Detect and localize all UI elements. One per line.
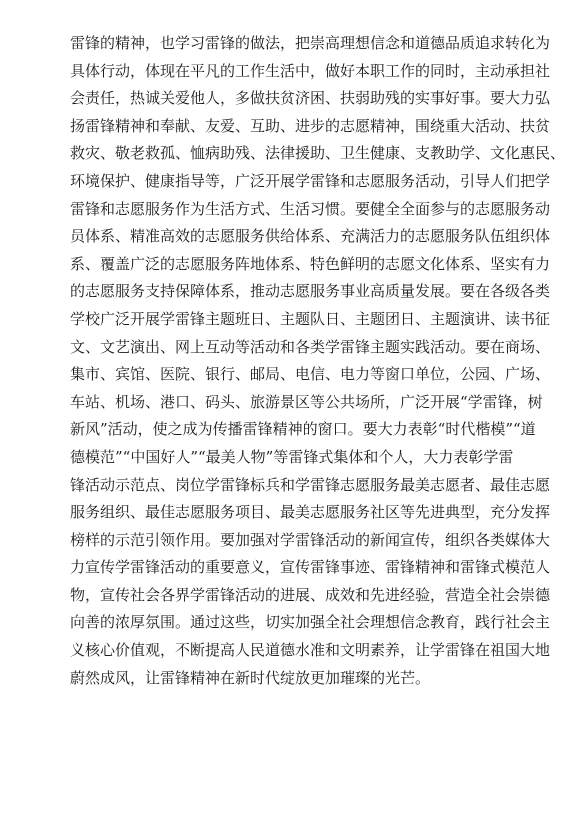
paragraph-line: 榜样的示范引领作用。要加强对学雷锋活动的新闻宣传，组织各类媒体大 xyxy=(70,530,551,549)
paragraph-line: 的志愿服务支持保障体系，推动志愿服务事业高质量发展。要在各级各类 xyxy=(70,282,551,301)
paragraph-line: 新风”活动，使之成为传播雷锋精神的窗口。要大力表彰“时代楷模”“道 xyxy=(70,420,536,439)
paragraph-line: 锋活动示范点、岗位学雷锋标兵和学雷锋志愿服务最美志愿者、最佳志愿 xyxy=(70,475,551,494)
paragraph-line: 车站、机场、港口、码头、旅游景区等公共场所，广泛开展“学雷锋，树 xyxy=(70,392,543,411)
body-paragraph xyxy=(70,30,566,692)
paragraph-line: 德模范”“中国好人”“最美人物”等雷锋式集体和个人，大力表彰学雷 xyxy=(70,447,514,466)
paragraph-line: 具体行动，体现在平凡的工作生活中，做好本职工作的同时，主动承担社 xyxy=(70,61,551,80)
paragraph-line: 服务组织、最佳志愿服务项目、最美志愿服务社区等先进典型，充分发挥 xyxy=(70,503,551,522)
paragraph-line: 学校广泛开展学雷锋主题班日、主题队日、主题团日、主题演讲、读书征 xyxy=(70,309,551,328)
paragraph-line: 力宣传学雷锋活动的重要意义，宣传雷锋事迹、雷锋精神和雷锋式模范人 xyxy=(70,558,551,577)
paragraph-line: 向善的浓厚氛围。通过这些，切实加强全社会理想信念教育，践行社会主 xyxy=(70,613,551,632)
paragraph-line: 环境保护、健康指导等，广泛开展学雷锋和志愿服务活动，引导人们把学 xyxy=(70,171,551,190)
paragraph-line: 蔚然成风，让雷锋精神在新时代绽放更加璀璨的光芒。 xyxy=(70,668,431,687)
paragraph-line: 员体系、精准高效的志愿服务供给体系、充满活力的志愿服务队伍组织体 xyxy=(70,227,551,246)
paragraph-line: 会责任，热诚关爱他人，多做扶贫济困、扶弱助残的实事好事。要大力弘 xyxy=(70,89,551,108)
paragraph-line: 救灾、敬老救孤、恤病助残、法律援助、卫生健康、支教助学、文化惠民、 xyxy=(70,144,566,163)
paragraph-line: 雷锋的精神，也学习雷锋的做法，把崇高理想信念和道德品质追求转化为 xyxy=(70,34,551,52)
paragraph-line: 义核心价值观，不断提高人民道德水准和文明素养，让学雷锋在祖国大地 xyxy=(70,641,551,660)
paragraph-line: 雷锋和志愿服务作为生活方式、生活习惯。要健全全面参与的志愿服务动 xyxy=(70,199,551,218)
paragraph-line: 扬雷锋精神和奉献、友爱、互助、进步的志愿精神，围绕重大活动、扶贫 xyxy=(70,116,551,135)
paragraph-line: 物，宣传社会各界学雷锋活动的进展、成效和先进经验，营造全社会崇德 xyxy=(70,585,551,604)
paragraph-line: 文、文艺演出、网上互动等活动和各类学雷锋主题实践活动。要在商场、 xyxy=(70,337,551,356)
paragraph-line: 系、覆盖广泛的志愿服务阵地体系、特色鲜明的志愿文化体系、坚实有力 xyxy=(70,254,551,273)
paragraph-line: 集市、宾馆、医院、银行、邮局、电信、电力等窗口单位，公园、广场、 xyxy=(70,365,551,384)
